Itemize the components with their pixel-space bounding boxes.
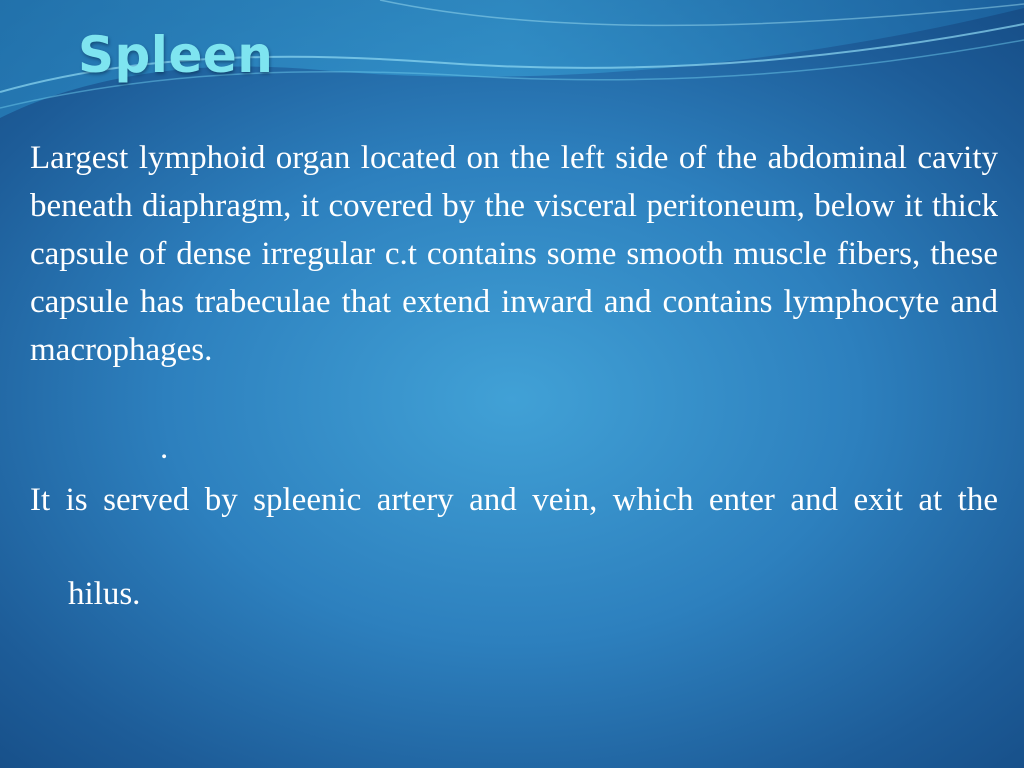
paragraph-blood-supply-tail: hilus. [68,576,141,612]
slide-title: Spleen [78,26,274,84]
paragraph-dot: . [160,430,169,466]
paragraph-spleen-description: Largest lymphoid organ located on the left side of the abdominal cavity beneath diaphragm, it covered by the visceral peritoneum, below it thick capsule of dense irregular c.t contains some smooth muscle fibers, these capsule has trabeculae that extend inward and contains lymphocyte and macrophages. [30,140,998,368]
paragraph-blood-supply: It is served by spleenic artery and vein, which enter and exit at the [30,482,998,518]
